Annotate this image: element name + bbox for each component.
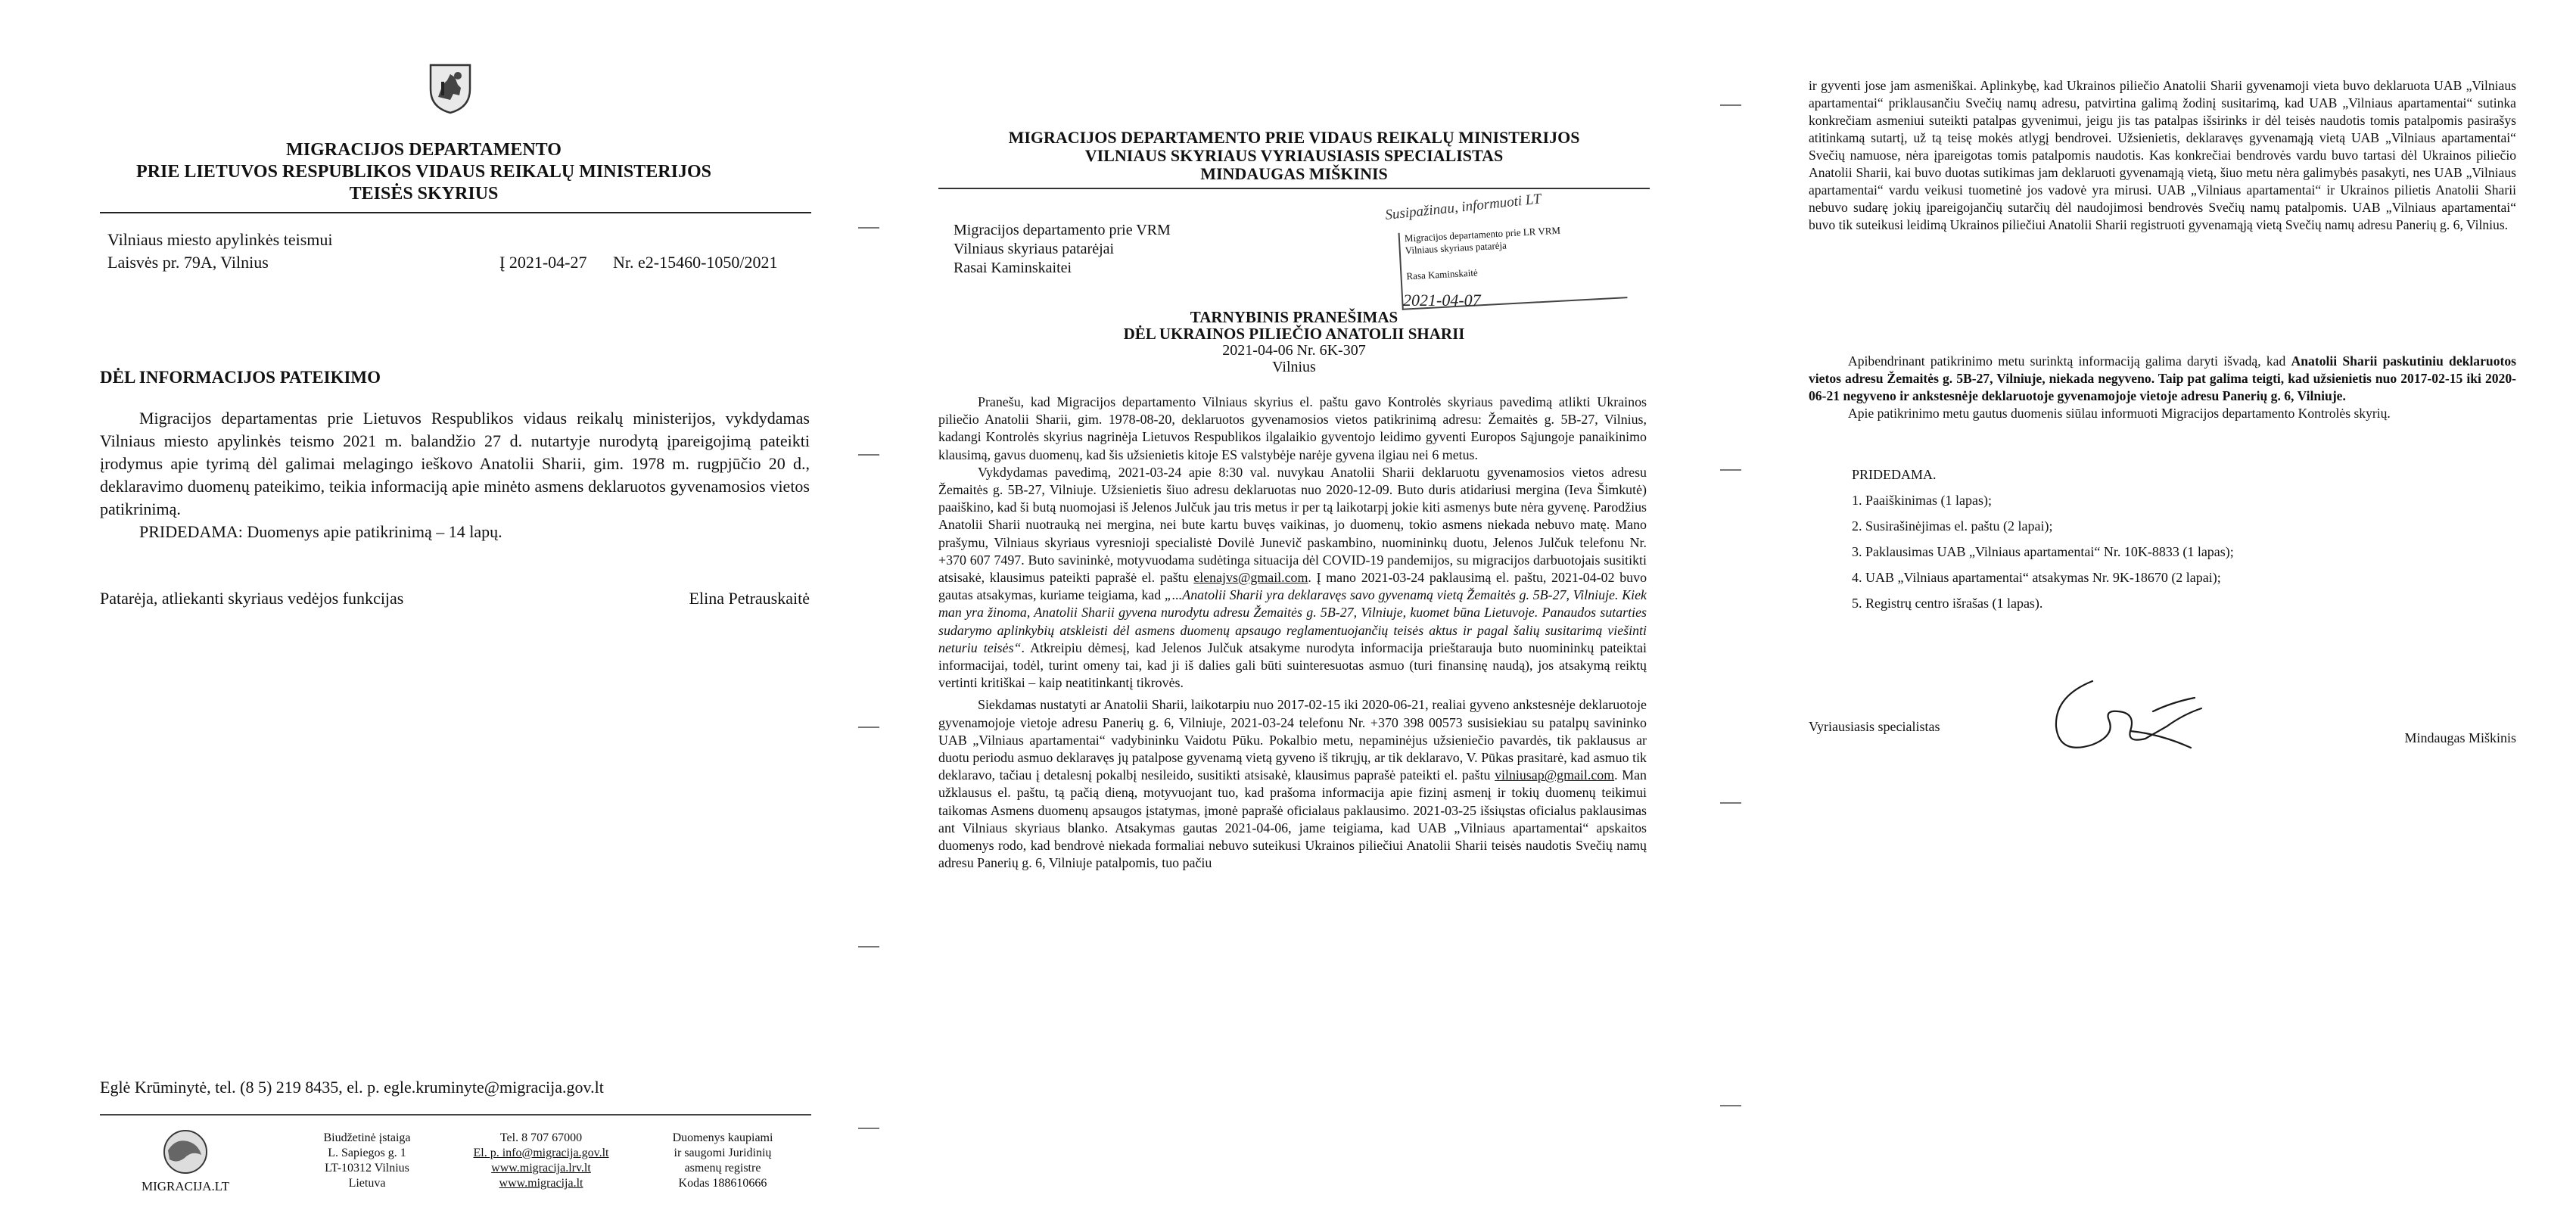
body-text xyxy=(100,407,810,543)
body-paragraph-2: PRIDEDAMA: Duomenys apie patikrinimą – 14 lapų. xyxy=(139,522,502,541)
attachment-item: 1. Paaiškinimas (1 lapas); xyxy=(1852,493,1992,508)
header-rule xyxy=(100,212,811,213)
handwritten-note: Susipažinau, informuoti LT xyxy=(1384,191,1542,223)
attachment-item: 3. Paklausimas UAB „Vilniaus apartamentai“ Nr. 10K-8833 (1 lapas); xyxy=(1852,544,2234,559)
recipient-block xyxy=(954,221,1332,278)
attachments-list xyxy=(1852,462,2457,616)
footer-text: Tel. 8 707 67000 xyxy=(499,1131,583,1144)
page-2-official-report xyxy=(840,0,1710,1226)
attachment-item: 5. Registrų centro išrašas (1 lapas). xyxy=(1852,596,2043,611)
footer-text: Biudžetinė įstaiga xyxy=(323,1131,411,1144)
margin-mark xyxy=(1720,104,1741,106)
text-segment: Siekdamas nustatyti ar Anatolii Sharii, laikotarpiu nuo 2017-02-15 iki 2020-06-21, realiai gyveno ankstesnėje deklaruotoje gyvenamojoje vietoje adresu Panerių g. 6, Vilniuje, 2021-03-24 telefonu Nr. +370 398 00573 susisiekiau su patalpų savininko UAB „Vilniaus apartamentai“ vadybininku Vaidotu Pūku. Pokalbio metu, nepaminėjus užsieniečio pavardės, tik paklausus ar duotu periodu asmuo deklaravęs jų patalpose gyvenamą vietą gyveno iš tikrųjų, ar tik deklaravo, V. Pūkas prasitarė, kad asmuo tik deklaravo, tačiau į detalesnį pokalbį nesileido, susitikti atsisakė, klausimus paprašė pateikti el. paštu xyxy=(938,697,1647,783)
header-line-2: VILNIAUS SKYRIAUS VYRIAUSIASIS SPECIALISTAS xyxy=(1084,146,1504,165)
margin-mark xyxy=(858,946,879,948)
attachment-item: 4. UAB „Vilniaus apartamentai“ atsakymas Nr. 9K-18670 (2 lapai); xyxy=(1852,570,2221,585)
continued-paragraph: ir gyventi jose jam asmeniškai. Aplinkybę, kad Ukrainos piliečio Anatolii Sharii gyvenamoji vieta buvo deklaruota UAB „Vilniaus apartamentai“ priklausančiu Svečių namų adresu, patvirtina galimą žodinį susitarimą, kad UAB „Vilniaus apartamentai“ sutinka konkrečiam asmeniui suteikti patalpas gyvenimui, jeigu jis tas patalpas išsirinks ir dėl teisės naudotis tomis patalpomis pasirašys atitinkamą sutartį, už tą teisę mokės atlygį bendrovei. Užsienietis, deklaravęs gyvenamąją vietą UAB „Vilniaus apartamentai“ Svečių namuose, nėra įpareigotas tomis patalpomis naudotis. Kas konkrečiai bendrovės vardu buvo tartasi dėl Ukrainos piliečio Anatolii Sharii, kai buvo duotas sutikimas jam deklaruoti gyvenamąją vietą, šiuo metu nėra galimybės pasakyti, nes UAB „Vilniaus apartamentai“ vardu veikusi tuometinė jos vadovė yra mirusi. UAB „Vilniaus apartamentai“ ir Ukrainos pilietis Anatolii Sharii nebuvo sudarę jokių įpareigojančių sutarčių dėl naudojimosi bendrovės Svečių namų patalpomis. UAB „Vilniaus apartamentai“ buvo tik suteikusi leidimą Ukrainos piliečiui Anatolii Sharii registruoti gyvenamąją vietą Svečių namų adresu Panerių g. 6, Vilnius. xyxy=(1809,78,2516,232)
footer-text: LT-10312 Vilnius xyxy=(325,1162,409,1175)
contact-line: Eglė Krūminytė, tel. (8 5) 219 8435, el. p. egle.kruminyte@migracija.gov.lt xyxy=(100,1078,604,1097)
attachment-item: 2. Susirašinėjimas el. paštu (2 lapai); xyxy=(1852,518,2053,534)
margin-mark xyxy=(858,454,879,456)
text-segment: . Man užklausus el. paštu, tą pačią dieną, motyvuojant tuo, kad prašoma informacija apie fizinį asmenį ir tokių duomenų teikimui taikomas Asmens duomenų apsaugos įstatymas, įmonė paprašė oficialaus paklausimo. 2021-03-25 išsiųstas oficialus paklausimas ant Vilniaus skyriaus blanko. Atsakymas gautas 2021-04-06, jame teigiama, kad UAB „Vilniaus apartamentai“ apskaitos duomenys rodo, kad bendrovė niekada formaliai nebuvo suteikusi Ukrainos piliečiui Anatolii Sharii teisės naudotis Svečių namų adresu Panerių g. 6, Vilniuje patalpomis, tuo pačiu xyxy=(938,767,1647,871)
footer-text: L. Sapiegos g. 1 xyxy=(328,1147,406,1159)
recipient-line: Migracijos departamento prie VRM xyxy=(954,222,1171,238)
report-subject: DĖL UKRAINOS PILIEČIO ANATOLII SHARII xyxy=(1123,325,1465,343)
header-line-3: MINDAUGAS MIŠKINIS xyxy=(1200,164,1388,183)
footer-website-link[interactable]: www.migracija.lrv.lt xyxy=(491,1162,591,1175)
conclusion-paragraph xyxy=(1809,353,2516,405)
report-date-number: 2021-04-06 Nr. 6K-307 xyxy=(1222,342,1366,359)
margin-mark xyxy=(1720,1105,1741,1106)
footer-rule xyxy=(100,1114,811,1116)
migracija-logo-icon xyxy=(151,1128,219,1176)
reference-number: Nr. e2-15460-1050/2021 xyxy=(613,253,778,272)
recipient-line: Rasai Kaminskaitei xyxy=(954,260,1072,276)
report-body xyxy=(938,394,1647,872)
signatory-title: Patarėja, atliekanti skyriaus vedėjos funkcijas xyxy=(100,589,404,608)
conclusion-block xyxy=(1809,353,2516,422)
email-link[interactable]: vilniusap@gmail.com xyxy=(1495,767,1615,783)
org-line-1: MIGRACIJOS DEPARTAMENTO xyxy=(286,140,562,160)
text-segment: Apibendrinant patikrinimo metu surinktą informaciją galima daryti išvadą, kad xyxy=(1848,353,2291,369)
report-paragraph-2 xyxy=(938,464,1647,692)
reference-date: Į 2021-04-27 xyxy=(499,253,587,272)
stamp-text: Migracijos departamento prie LR VRM xyxy=(1404,224,1561,244)
footer-text: asmenų registre xyxy=(684,1162,761,1175)
addressee-line-1: Vilniaus miesto apylinkės teismui xyxy=(107,230,333,249)
email-link[interactable]: elenajvs@gmail.com xyxy=(1193,570,1308,586)
report-paragraph-1: Pranešu, kad Migracijos departamento Vilniaus skyrius el. paštu gavo Kontrolės skyriaus pavedimą atlikti Ukrainos piliečio Anatolii Sharii, gim. 1978-08-20, deklaruotos gyvenamosios vietos patikrinimą adresu: Žemaitės g. 5B-27, Vilnius, kadangi Kontrolės skyrius nagrinėja Lietuvos Respublikos ilgalaikio gyventojo leidimo gyventi Europos Sąjungoje panaikinimo klausimą, gavus duomenų, kad šis užsienietis kitoje ES valstybėje narėje gyvena ilgiau nei 6 metus. xyxy=(938,394,1647,462)
margin-mark xyxy=(858,1128,879,1129)
text-segment: . Į mano 2021-03-24 paklausimą el. paštu, 2021-04-02 buvo gautas atsakymas, kuriame teigiama, kad xyxy=(938,570,1647,603)
subject-heading: DĖL INFORMACIJOS PATEIKIMO xyxy=(100,368,381,387)
footer-email-link[interactable]: El. p. info@migracija.gov.lt xyxy=(473,1147,609,1159)
org-line-2: PRIE LIETUVOS RESPUBLIKOS VIDAUS REIKALŲ MINISTERIJOS xyxy=(136,162,711,182)
signatory-title: Vyriausiasis specialistas xyxy=(1809,719,1940,734)
recipient-line: Vilniaus skyriaus patarėjai xyxy=(954,241,1115,257)
page-3-report-continued xyxy=(1714,0,2576,1226)
body-paragraph-1: Migracijos departamentas prie Lietuvos Respublikos vidaus reikalų ministerijos, vykdydamas Vilniaus miesto apylinkės teismo 2021 m. balandžio 27 d. nutartyje nurodytą įpareigojimą pateikti įrodymus apie tyrimą dėl galimai melagingo ieškovo Anatolii Sharii, gim. 1978 m. rugpjūčio 20 d., deklaravimo duomenų pateikimo, teikia informaciją apie minėto asmens deklaruotos gyvenamosios vietos patikrinimą. xyxy=(100,409,810,518)
margin-mark xyxy=(1720,802,1741,804)
inform-paragraph: Apie patikrinimo metu gautus duomenis siūlau informuoti Migracijos departamento Kontrolės skyrių. xyxy=(1848,406,2391,421)
signatory-name: Elina Petrauskaitė xyxy=(689,589,810,608)
footer-text: Duomenys kaupiami xyxy=(672,1131,773,1144)
text-segment: Vykdydamas pavedimą, 2021-03-24 apie 8:30 val. nuvykau Anatolii Sharii deklaruotu gyvenamosios vietos adresu Žemaitės g. 5B-27, Vilniuje. Užsienietis šiuo adresu deklaruotas nuo 2020-12-09. Buto duris atidariusi mergina (Ieva Šimkutė) paaiškino, kad ši butą nuomojasi iš Jelenos Julčuk jau tris metus ir per tą laikotarpį jokie kiti asmenys bute nėra gyvenę. Parodžius Anatolii Sharii nuotrauką nei mergina, nei bute kartu buvęs vaikinas, jo duomenų, tokio asmens niekada nebuvo matę. Mano prašymu, Vilniaus skyriaus vyresnioji specialistė Dovilė Junevič paskambino, nuomininkų duotu, Jelenos Julčuk telefonu Nr. +370 607 7497. Buto savininkė, motyvuodama sudėtinga situacija dėl COVID-19 pandemijos, su migracijos darbuotojais susitikti atsisakė, klausimus pateikti paprašė el. paštu xyxy=(938,464,1647,586)
org-line-3: TEISĖS SKYRIUS xyxy=(349,184,499,204)
addressee-line-2: Laisvės pr. 79A, Vilnius xyxy=(107,253,269,272)
footer-column-contacts xyxy=(454,1131,628,1191)
footer-website-link[interactable]: www.migracija.lt xyxy=(499,1177,583,1190)
report-city: Vilnius xyxy=(1272,359,1316,375)
margin-mark xyxy=(858,227,879,229)
stamp-text: Vilniaus skyriaus patarėja xyxy=(1405,239,1507,257)
logo-caption: MIGRACIJA.LT xyxy=(141,1179,230,1193)
footer-text: Lietuva xyxy=(348,1177,386,1190)
attachments-heading: PRIDEDAMA. xyxy=(1852,467,1937,482)
margin-mark xyxy=(1720,469,1741,471)
header-rule xyxy=(938,188,1650,189)
signatory-name: Mindaugas Miškinis xyxy=(2404,730,2516,745)
text-segment: . Atkreipiu dėmesį, kad Jelenos Julčuk atsakyme nurodyta informacija prieštarauja buto nuomininkų pateiktai informacijai, todėl, turint omeny tai, kad ji iš dalies gali būti suinteresuotas asmuo (turi finansinę naudą), jos atsakymą reiktų vertinti kritiškai – kaip neatitinkantį tikrovės. xyxy=(938,639,1647,691)
page-1-letter xyxy=(0,0,832,1226)
footer-column-registry xyxy=(651,1131,795,1191)
margin-mark xyxy=(858,727,879,728)
conclusion-statement: Anatolii Sharii paskutiniu deklaruotos vietos adresu Žemaitės g. 5B-27, Vilniuje, niekada negyveno. Taip pat galima teigti, kad užsienietis nuo 2017-02-15 iki 2020-06-21 negyveno ir ankstesnėje deklaruotoje gyvenamojoje vietoje adresu Panerių g. 6, Vilniuje. xyxy=(1809,353,2516,403)
footer-text: Kodas 188610666 xyxy=(678,1177,767,1190)
quoted-reply: „...Anatolii Sharii yra deklaravęs savo gyvenamą vietą Žemaitės g. 5B-27, Vilniuje. Kiek man yra žinoma, Anatolii Sharii gyvena nurodytu adresu Žemaitės g. 5B-27, Vilniuje, kuomet būna Lietuvoje. Panaudos sutarties sudarymo aplinkybių atskleisti dėl asmens duomenų apsaugo reglamentuojančių teisės aktus ir pagal šalių susitarimą viešinti neturiu teisės“ xyxy=(938,587,1647,655)
handwritten-signature xyxy=(2039,666,2236,772)
report-paragraph-3 xyxy=(938,696,1647,872)
header-line-1: MIGRACIJOS DEPARTAMENTO PRIE VIDAUS REIKALŲ MINISTERIJOS xyxy=(1008,128,1580,147)
coat-of-arms-icon xyxy=(428,62,473,115)
stamp-text: Rasa Kaminskaitė xyxy=(1406,266,1479,282)
footer-column-address xyxy=(303,1131,431,1191)
footer-text: ir saugomi Juridinių xyxy=(674,1147,772,1159)
stamp-date: 2021-04-07 xyxy=(1403,291,1481,310)
report-title: TARNYBINIS PRANEŠIMAS xyxy=(1190,308,1398,326)
